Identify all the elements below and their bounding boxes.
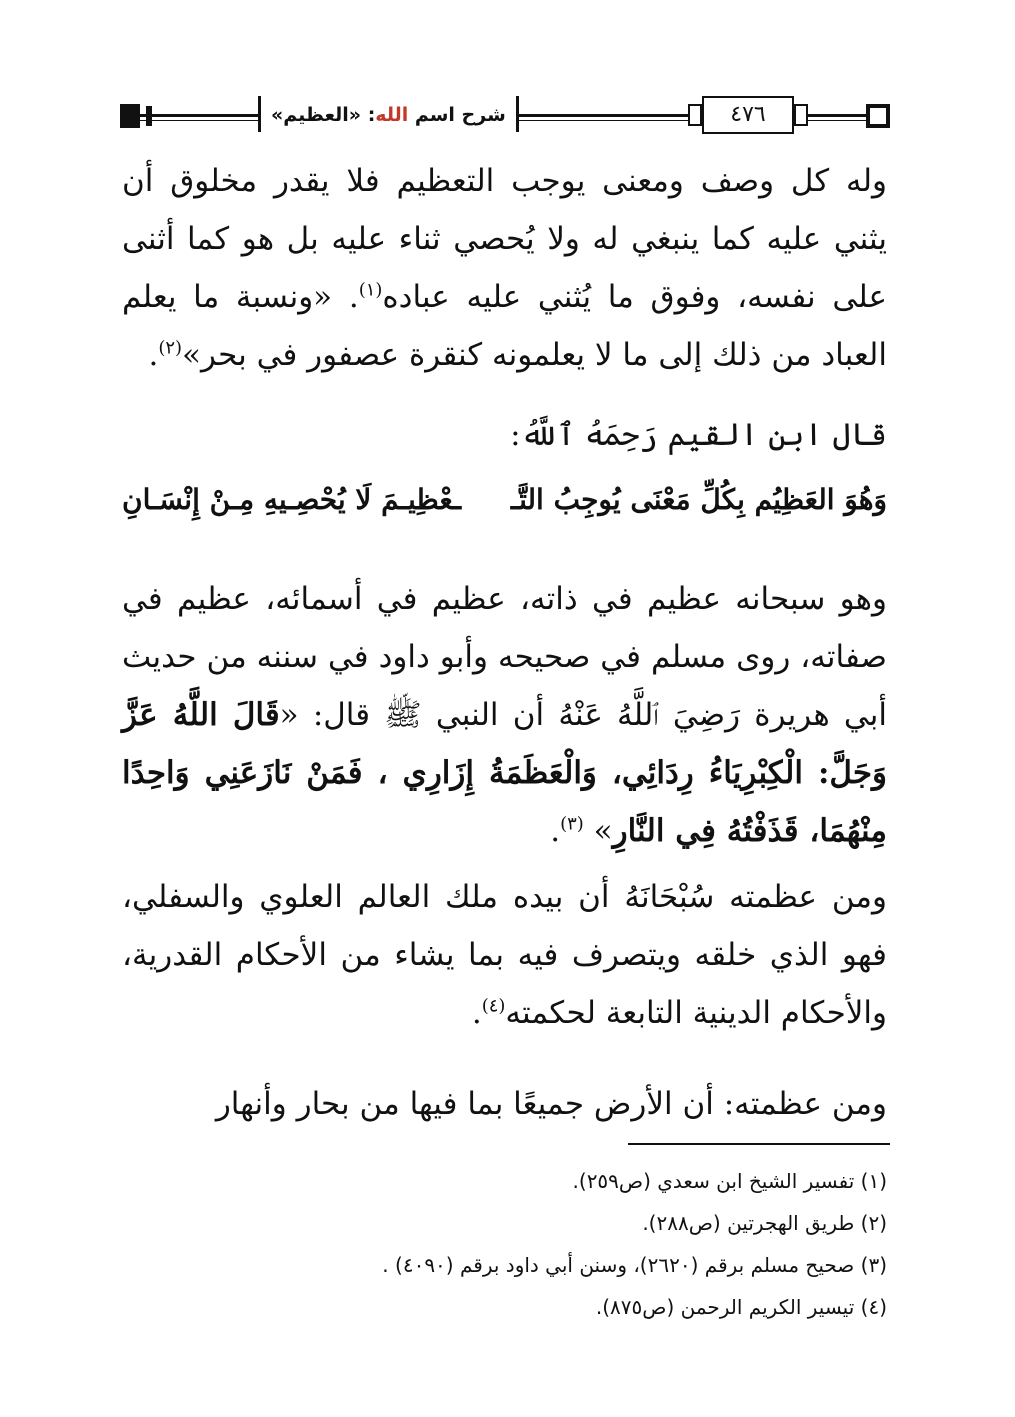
running-title [258,96,519,132]
running-title-prefix: شرح اسم [408,104,506,126]
paragraph-3-end: . [550,813,561,849]
footnote-ref-4[interactable]: (٤) [481,995,506,1017]
header-ornament-left-bar [146,106,152,126]
footnotes [122,1160,887,1328]
paragraph-4-end: . [471,995,482,1031]
footnote-ref-2[interactable]: (٢) [158,337,183,359]
paragraph-1-quote: . «ونسبة ما يعلم العباد من ذلك إلى ما لا يعلمونه كنقرة عصفور في بحر» [122,279,887,373]
page-header [120,90,890,140]
footnote-ref-1[interactable]: (١) [358,279,383,301]
running-title-allah: الله [375,104,409,126]
footnote-2: (٢) طريق الهجرتين (ص٢٨٨). [642,1211,887,1235]
paragraph-2: قال ابن القيم رَحِمَهُ ٱللَّهُ: [510,417,887,453]
paragraph-3 [122,570,887,860]
footnote-ref-3[interactable]: (٣) [560,813,584,835]
paragraph-1-text: وله كل وصف ومعنى يوجب التعظيم فلا يقدر مخلوق أن يثني عليه كما ينبغي له ولا يُحصي ثناء عليه بل هو كما أثنى على نفسه، وفوق ما يُثني عليه عباده [122,163,887,315]
paragraph-3-close-quote: » [583,813,613,849]
header-ornament-right [866,104,890,128]
verse-hemistich-1: وَهُوَ العَظِيُم بِكُلِّ مَعْنَى يُوجِبُ التَّـ [510,483,887,516]
paragraph-4-text: ومن عظمته سُبْحَانَهُ أن بيده ملك العالم العلوي والسفلي، فهو الذي خلقه ويتصرف فيه بما يشاء من الأحكام القدرية، والأحكام الدينية التابعة لحكمته [122,879,887,1031]
header-ornament-left [120,104,140,128]
footnote-1: (١) تفسير الشيخ ابن سعدي (ص٢٥٩). [572,1169,887,1193]
paragraph-5: ومن عظمته: أن الأرض جميعًا بما فيها من بحار وأنهار [215,1086,887,1122]
hadith-text: قَالَ اللَّهُ عَزَّ وَجَلَّ: الْكِبْرِيَاءُ رِدَائِي، وَالْعَظَمَةُ إِزَارِي ، فَمَنْ نَازَعَنِي وَاحِدًا مِنْهُمَا، قَذَفْتُهُ فِي النَّارِ [122,697,887,849]
paragraph-1-end: . [148,337,159,373]
verse-hemistich-2: ـعْظِيـمَ لَا يُحْصِـيهِ مِـنْ إِنْسَـانِ [122,483,462,516]
footnote-separator [628,1143,890,1145]
footnote-4: (٤) تيسير الكريم الرحمن (ص٨٧٥). [595,1295,887,1319]
paragraph-1 [122,152,887,384]
page-number: ٤٧٦ [702,96,794,134]
running-title-suffix: : «العظيم» [271,104,376,126]
footnote-3: (٣) صحيح مسلم برقم (٢٦٢٠)، وسنن أبي داود برقم (٤٠٩٠) . [382,1253,887,1277]
poetry-verse [122,475,887,525]
paragraph-4 [122,868,887,1042]
paragraph-3-intro: وهو سبحانه عظيم في ذاته، عظيم في أسمائه، عظيم في صفاته، روى مسلم في صحيحه وأبو داود في سننه من حديث أبي هريرة رَضِيَ ٱللَّهُ عَنْهُ أن النبي ﷺ قال: « [122,581,887,733]
